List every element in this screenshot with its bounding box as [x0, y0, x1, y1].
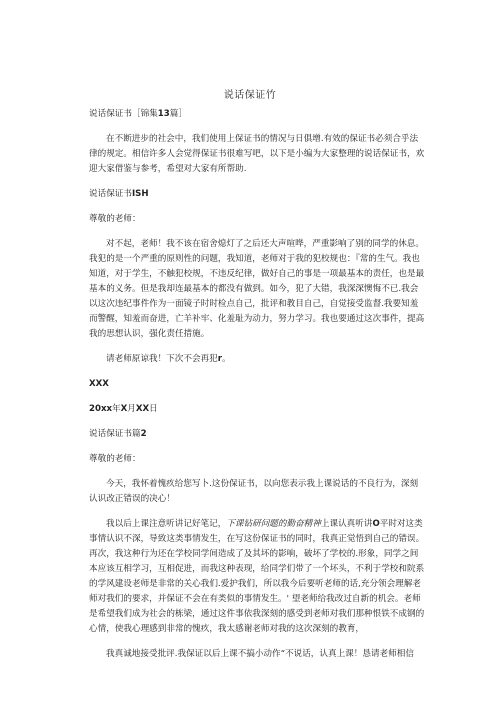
paragraph-1: 对不起，老师！我不该在宿舍熄灯了之后还大声喧哗，严重影响了别的同学的休息。我犯的是一个严重的原则性的问题，我知道，老师对于我的犯校规也：『常的生气。我也知道，对于学生，不触犯校规，不违反纪律，做好自己的事是一项最基本的责任，也是最基本的义务。但是我却连最基本的都没有做到。如今，犯了大错，我深深懊悔不已.我会以这次违纪事件作为一面镜子时时检点自己，批评和教目自己，自觉接受监督.我要知羞而警醒，知羞而奋进，亡羊补牢、化羞耻为动力，努力学习。我也要通过这次事件，提高我的思想认识，强化责任措施。: [89, 239, 425, 339]
document-title: 说话保证竹: [223, 90, 277, 101]
section1-heading: 说话保证书ISH: [89, 189, 149, 199]
paragraph-2: 请老师原谅我！下次不会再犯r。: [106, 354, 231, 364]
signature-date: 20xx年X月XX日: [89, 404, 158, 414]
section2-heading: 说话保证书篇2: [89, 429, 147, 439]
document-body: [89, 107, 425, 662]
subtitle: 说话保证书［锦集13篇］: [89, 109, 187, 119]
greeting-1: 尊敬的老师：: [89, 214, 141, 224]
greeting-2: 尊敬的老师：: [89, 454, 141, 464]
paragraph-4: 我以后上课注意听讲记好笔记，下课钻研问题的勤奋精神上课认真听讲O平时对这类事情认识不深，导致这类事情发生，在写这份保证书的同时，我真正觉悟到自己的错误。再次，我这种行为还在学校同学间造成了及其坏的影响，破坏了学校的.形象，同学之间本应该互相学习，互相促进，而我这种表现，给同学们带了一个坏头，不利于学校和院系的学风建设老师是非常的关心我们.爱护我们，所以我今后要听老师的话,充分领会理解老师对我们的要求，并保证不会在有类似的事情发生。' 望老师给我改过自新的机会。老师是希望我们成为社会的栋梁，通过这件事依我深刻的感受到老师对我们那种恨铁不成钢的心情，使我心理感到非常的愧疚，我太感谢老师对我的这次深刻的教育，: [89, 519, 425, 634]
paragraph-3: 今天，我怀着愧疚给您写卜.这份保证书，以向您表示我上课说话的不良行为，深刻认识改正错误的决心！: [89, 479, 419, 504]
paragraph-5: 我真诚地接受批评.我保证以后上课不搞小动作“不说话，认真上课！恳请老师相信: [106, 649, 414, 659]
intro-paragraph: 在不断进步的社会中，我们使用上保证书的情况与日俱增.有效的保证书必须合乎法律的规定。相信许多人会觉得保证书很难写吧，以下是小编为大家整理的说话保证书，欢迎大家借鉴与参考，希望对大家有所帮助.: [89, 134, 425, 174]
signature-name: XXX: [89, 379, 109, 389]
